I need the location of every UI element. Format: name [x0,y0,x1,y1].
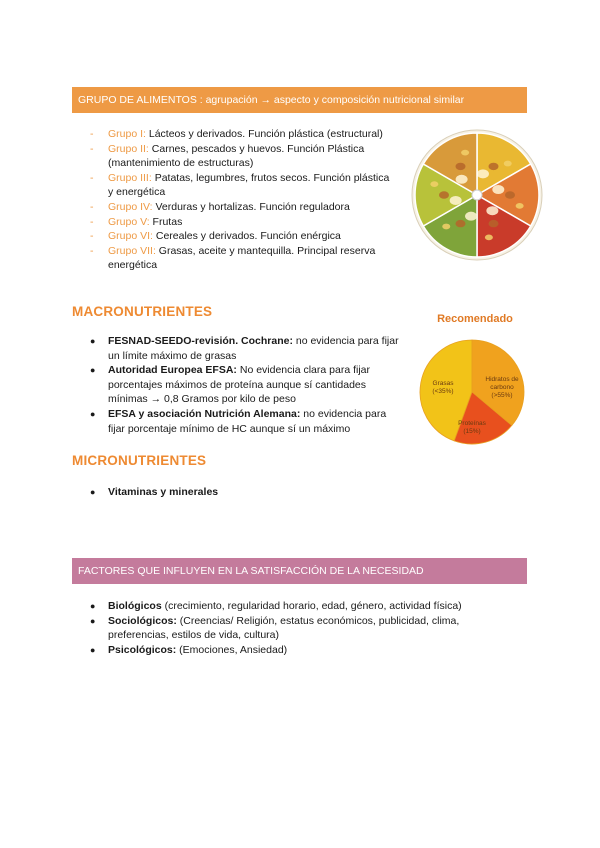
food-group-desc: Patatas, legumbres, frutos secos. Función plástica y energética [108,171,390,199]
food-item-shape [489,220,499,227]
food-group-item [90,127,390,142]
bullet-dot: ● [90,365,96,376]
bullet-dot: ● [90,601,96,611]
food-item-shape [430,181,438,187]
macronutrient-item [90,407,400,436]
bullet-dot: ● [90,615,96,626]
factor-item [90,599,510,614]
recommended-title: Recomendado [437,313,513,325]
food-item-shape [516,203,524,209]
food-group-item [90,244,390,273]
food-group-desc: Cereales y derivados. Función enérgica [152,230,341,243]
food-groups-banner: GRUPO DE ALIMENTOS : agrupación → aspecto y composición nutricional similar [72,87,527,113]
bullet-text: (Creencias/ Religión, estatus económicos, publicidad, clima, preferencias, estilos de vida, cultura) [108,614,460,642]
pie-label: Proteínas [458,420,486,427]
food-item-shape [489,163,499,170]
food-group-name: Grupo II: [108,142,149,155]
bullet-bold-label: FESNAD-SEEDO-revisión. Cochrane: [108,335,293,347]
food-group-name: Grupo III: [108,171,152,184]
factors-list [90,599,510,657]
food-groups-list [90,127,390,273]
food-item-shape [492,185,504,194]
food-item-shape [485,234,493,240]
bullet-bold-label: EFSA y asociación Nutrición Alemana: [108,407,301,420]
food-group-name: Grupo I: [108,128,146,140]
food-item-shape [442,224,450,230]
food-group-name: Grupo VII: [108,244,156,257]
wheel-center [472,190,482,200]
bullet-text: (crecimiento, regularidad horario, edad, género, actividad física) [161,600,462,612]
macronutrients-list [90,334,400,436]
dash-marker: - [90,128,94,140]
bullet-bold-label: Sociológicos: [108,614,177,627]
pie-label: Grasas [432,380,454,387]
recommended-pie-chart [410,310,540,450]
bullet-text: No evidencia clara para fijar porcentajes máximos de proteína aunque sí cantidades mínimas → 0,8 Gramos por kilo de peso [108,364,371,406]
food-group-name: Grupo V: [108,215,150,228]
bullet-dot: ● [90,336,96,346]
bullet-dot: ● [90,644,96,655]
pie-label: (<35%) [432,388,454,395]
food-group-name: Grupo IV: [108,200,153,213]
food-item-shape [456,163,466,170]
food-group-desc: Grasas, aceite y mantequilla. Principal reserva energética [108,244,376,272]
bullet-text: no evidencia para fijar porcentaje mínimo de HC aunque sí un máximo [108,407,387,435]
food-item-shape [504,161,512,167]
food-group-desc: Carnes, pescados y huevos. Función Plástica (mantenimiento de estructuras) [108,142,365,170]
bullet-bold-label: Autoridad Europea EFSA: [108,364,237,377]
bullet-dot: ● [90,487,96,497]
dash-marker: - [90,244,94,257]
food-item-shape [456,175,468,184]
food-group-desc: Frutas [149,215,183,228]
food-group-desc: Verduras y hortalizas. Función reguladora [152,200,350,213]
bullet-text: (Emociones, Ansiedad) [176,643,288,656]
food-group-item [90,215,390,230]
pie-label: carbono [490,384,514,391]
food-group-name: Grupo VI: [108,230,153,243]
food-item-shape [461,150,469,156]
food-group-item [90,229,390,244]
dash-marker: - [90,230,94,243]
pie-label: (15%) [463,428,481,435]
micronutrient-item [90,485,390,500]
dash-marker: - [90,200,94,213]
pie-label: Hidratos de [485,376,519,383]
micronutrients-list [90,485,390,500]
food-wheel-image [402,125,552,265]
food-item-shape [450,196,462,205]
factor-item [90,643,510,658]
factors-banner: FACTORES QUE INFLUYEN EN LA SATISFACCIÓN DE LA NECESIDAD [72,558,527,584]
bullet-dot: ● [90,408,96,419]
food-item-shape [465,212,477,221]
micronutrients-heading: MICRONUTRIENTES [72,453,207,468]
food-group-desc: Lácteos y derivados. Función plástica (estructural) [145,128,383,140]
bullet-bold-label: Vitaminas y minerales [108,486,219,498]
dash-marker: - [90,171,94,184]
macronutrient-item [90,363,400,407]
food-group-item [90,142,390,171]
macronutrient-item [90,334,400,363]
bullet-bold-label: Psicológicos: [108,643,177,656]
macronutrients-heading: MACRONUTRIENTES [72,304,213,319]
food-item-shape [477,169,489,178]
food-item-shape [439,191,449,198]
pie-label: (>55%) [491,392,513,399]
dash-marker: - [90,215,94,228]
bullet-bold-label: Biológicos [108,600,162,612]
dash-marker: - [90,142,94,155]
food-group-item [90,171,390,200]
food-item-shape [505,191,515,198]
bullet-text: no evidencia para fijar un límite máximo de grasas [108,335,399,362]
factor-item [90,614,510,643]
food-group-item [90,200,390,215]
food-item-shape [486,206,498,215]
food-item-shape [456,220,466,227]
